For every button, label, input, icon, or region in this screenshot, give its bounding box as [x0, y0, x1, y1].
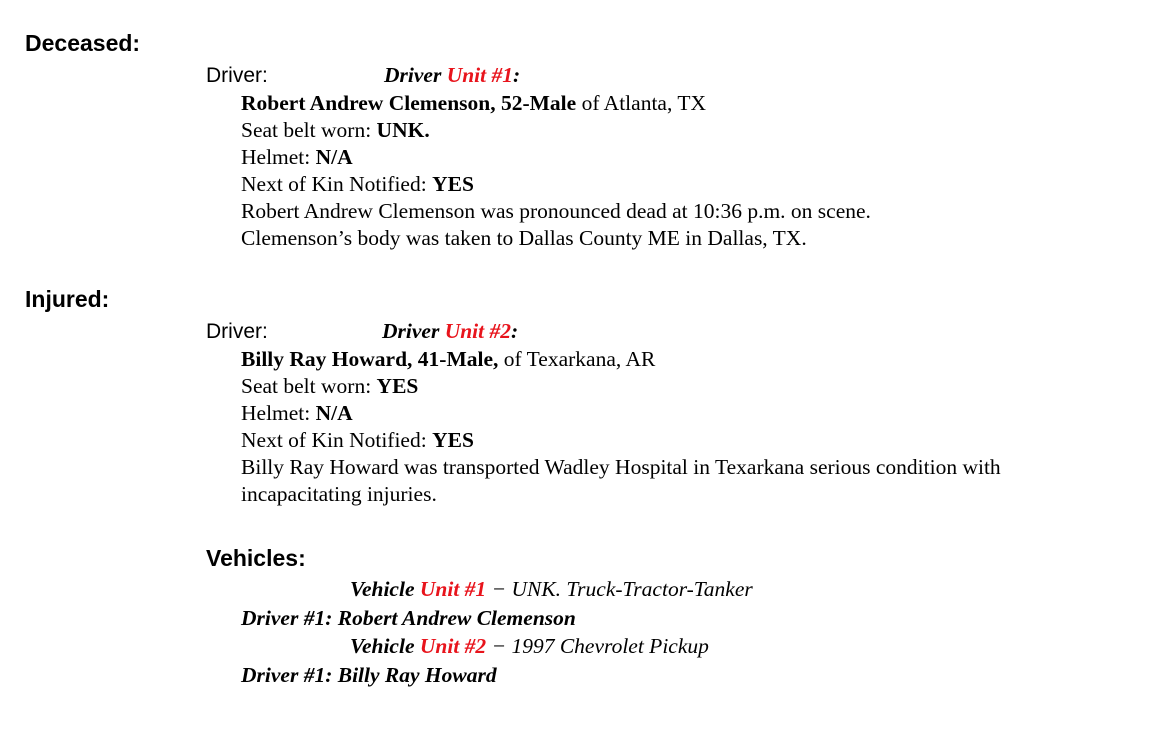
vehicle-driver-2 — [241, 663, 497, 688]
kin-value: YES — [432, 172, 474, 196]
unit-number: Unit #1 — [446, 63, 514, 87]
vehicle-driver-1 — [241, 606, 576, 631]
vehicle-description: − UNK. Truck-Tractor-Tanker — [486, 577, 753, 601]
vehicle-line-1 — [350, 577, 753, 602]
kin-label: Next of Kin Notified: — [241, 172, 433, 196]
injured-note-2: incapacitating injuries. — [241, 482, 437, 506]
unit-prefix: Driver — [384, 63, 442, 87]
injured-driver-label: Driver: — [206, 320, 268, 343]
unit-number: Unit #2 — [444, 319, 512, 343]
seatbelt-label: Seat belt worn: — [241, 118, 377, 142]
kin-value: YES — [432, 428, 474, 452]
deceased-heading: Deceased: — [25, 30, 141, 56]
deceased-kin — [241, 172, 474, 197]
vehicle-unit: Unit #1 — [419, 577, 487, 601]
injured-unit-heading — [382, 319, 518, 344]
vehicle-prefix: Vehicle — [350, 577, 415, 601]
injured-seatbelt — [241, 374, 418, 399]
vehicle-description: − 1997 Chevrolet Pickup — [486, 634, 709, 658]
injured-name-line — [241, 347, 655, 372]
deceased-origin: of Atlanta, TX — [576, 91, 706, 115]
deceased-seatbelt — [241, 118, 430, 143]
injured-helmet — [241, 401, 353, 426]
deceased-note-1: Robert Andrew Clemenson was pronounced dead at 10:36 p.m. on scene. — [241, 199, 871, 223]
helmet-value: N/A — [315, 145, 353, 169]
injured-origin: of Texarkana, AR — [498, 347, 656, 371]
injured-kin — [241, 428, 474, 453]
deceased-helmet — [241, 145, 353, 170]
unit-prefix: Driver — [382, 319, 440, 343]
deceased-name: Robert Andrew Clemenson, 52-Male — [241, 91, 577, 115]
vehicles-heading: Vehicles: — [206, 545, 306, 571]
unit-suffix: : — [511, 319, 519, 343]
deceased-name-line — [241, 91, 706, 116]
injured-name: Billy Ray Howard, 41-Male, — [241, 347, 499, 371]
helmet-label: Helmet: — [241, 145, 316, 169]
vehicle-driver-text: Driver #1: Billy Ray Howard — [241, 663, 497, 687]
deceased-unit-heading — [384, 63, 520, 88]
vehicle-line-2 — [350, 634, 709, 659]
injured-note-1: Billy Ray Howard was transported Wadley Hospital in Texarkana serious condition with — [241, 455, 1001, 479]
injured-heading: Injured: — [25, 286, 110, 312]
helmet-label: Helmet: — [241, 401, 316, 425]
helmet-value: N/A — [315, 401, 353, 425]
seatbelt-label: Seat belt worn: — [241, 374, 377, 398]
vehicle-driver-text: Driver #1: Robert Andrew Clemenson — [241, 606, 576, 630]
kin-label: Next of Kin Notified: — [241, 428, 433, 452]
deceased-driver-label: Driver: — [206, 64, 268, 87]
vehicle-prefix: Vehicle — [350, 634, 415, 658]
deceased-note-2: Clemenson’s body was taken to Dallas County ME in Dallas, TX. — [241, 226, 807, 250]
unit-suffix: : — [513, 63, 521, 87]
seatbelt-value: UNK. — [376, 118, 430, 142]
seatbelt-value: YES — [376, 374, 419, 398]
vehicle-unit: Unit #2 — [419, 634, 487, 658]
